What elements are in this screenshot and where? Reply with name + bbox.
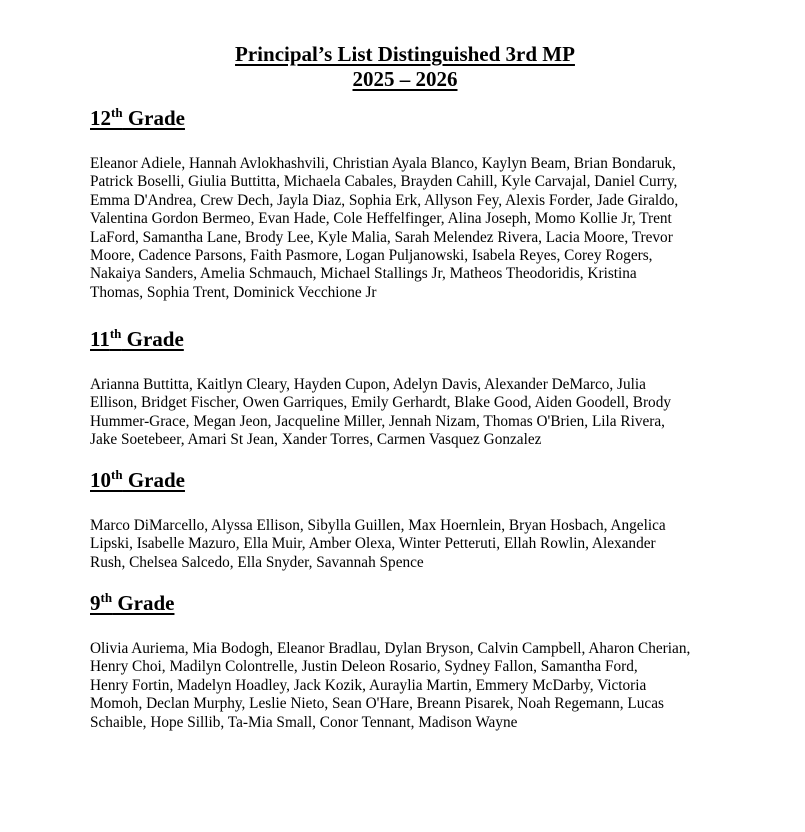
grade-11-number: 11	[90, 327, 110, 351]
name-list-line: Eleanor Adiele, Hannah Avlokhashvili, Christian Ayala Blanco, Kaylyn Beam, Brian Bondaruk,	[90, 155, 676, 172]
name-list-line: Marco DiMarcello, Alyssa Ellison, Sibylla Guillen, Max Hoernlein, Bryan Hosbach, Angelica	[90, 517, 666, 534]
grade-10-section	[90, 468, 730, 572]
grade-9-section	[90, 591, 730, 732]
grade-11-name-list	[90, 376, 730, 450]
name-list-line: Schaible, Hope Sillib, Ta-Mia Small, Conor Tennant, Madison Wayne	[90, 713, 518, 731]
grade-10-heading	[90, 468, 185, 492]
name-list-line: Moore, Cadence Parsons, Faith Pasmore, Logan Puljanowski, Isabela Reyes, Corey Rogers,	[90, 247, 653, 265]
grade-10-heading-word: Grade	[122, 468, 185, 492]
name-list-line: Momoh, Declan Murphy, Leslie Nieto, Sean O'Hare, Breann Pisarek, Noah Regemann, Lucas	[90, 695, 664, 713]
name-list-line: Henry Fortin, Madelyn Hoadley, Jack Kozik, Auraylia Martin, Emmery McDarby, Victoria	[90, 676, 647, 694]
name-list-line: LaFord, Samantha Lane, Brody Lee, Kyle Malia, Sarah Melendez Rivera, Lacia Moore, Trevor	[90, 228, 673, 246]
document-year: 2025 – 2026	[352, 67, 458, 91]
grade-12-heading	[90, 106, 185, 130]
name-list-line: Hummer-Grace, Megan Jeon, Jacqueline Miller, Jennah Nizam, Thomas O'Brien, Lila Rivera,	[90, 412, 666, 430]
name-list-line: Jake Soetebeer, Amari St Jean, Xander Torres, Carmen Vasquez Gonzalez	[90, 431, 542, 449]
name-list-line: Patrick Boselli, Giulia Buttitta, Michaela Cabales, Brayden Cahill, Kyle Carvajal, Daniel Curry,	[90, 173, 678, 191]
name-list-line: Rush, Chelsea Salcedo, Ella Snyder, Savannah Spence	[90, 553, 424, 571]
grade-12-section	[90, 106, 730, 302]
grade-11-section	[90, 327, 730, 450]
grade-9-heading	[90, 591, 174, 615]
name-list-line: Emma D'Andrea, Crew Dech, Jayla Diaz, Sophia Erk, Allyson Fey, Alexis Forder, Jade Giraldo,	[90, 191, 679, 209]
grade-11-heading-word: Grade	[121, 327, 184, 351]
grade-11-ordinal-suffix: th	[109, 326, 122, 341]
name-list-line: Nakaiya Sanders, Amelia Schmauch, Michael Stallings Jr, Matheos Theodoridis, Kristina	[90, 265, 637, 283]
grade-10-name-list	[90, 517, 730, 572]
grade-10-number: 10	[90, 468, 111, 492]
grade-11-heading	[90, 327, 184, 351]
name-list-line: Henry Choi, Madilyn Colontrelle, Justin Deleon Rosario, Sydney Fallon, Samantha Ford,	[90, 658, 638, 676]
document-title-block	[0, 42, 805, 92]
grade-12-number: 12	[90, 106, 111, 130]
grade-12-name-list	[90, 155, 730, 302]
grade-10-ordinal-suffix: th	[111, 467, 123, 482]
name-list-line: Arianna Buttitta, Kaitlyn Cleary, Hayden Cupon, Adelyn Davis, Alexander DeMarco, Julia	[90, 376, 646, 393]
grade-9-ordinal-suffix: th	[100, 590, 113, 605]
grade-12-ordinal-suffix: th	[111, 105, 123, 120]
name-list-line: Lipski, Isabelle Mazuro, Ella Muir, Amber Olexa, Winter Petteruti, Ellah Rowlin, Alexander	[90, 535, 656, 553]
name-list-line: Ellison, Bridget Fischer, Owen Garriques, Emily Gerhardt, Blake Good, Aiden Goodell, Brody	[90, 394, 671, 412]
name-list-line: Thomas, Sophia Trent, Dominick Vecchione Jr	[90, 283, 377, 301]
name-list-line: Olivia Auriema, Mia Bodogh, Eleanor Bradlau, Dylan Bryson, Calvin Campbell, Aharon Cherian,	[90, 640, 691, 657]
grade-12-heading-word: Grade	[122, 106, 185, 130]
name-list-line: Valentina Gordon Bermeo, Evan Hade, Cole Heffelfinger, Alina Joseph, Momo Kollie Jr, Trent	[90, 210, 672, 228]
grade-9-name-list	[90, 640, 730, 732]
document-title: Principal’s List Distinguished 3rd MP	[235, 42, 575, 66]
grade-9-number: 9	[90, 591, 101, 615]
grade-9-heading-word: Grade	[112, 591, 175, 615]
